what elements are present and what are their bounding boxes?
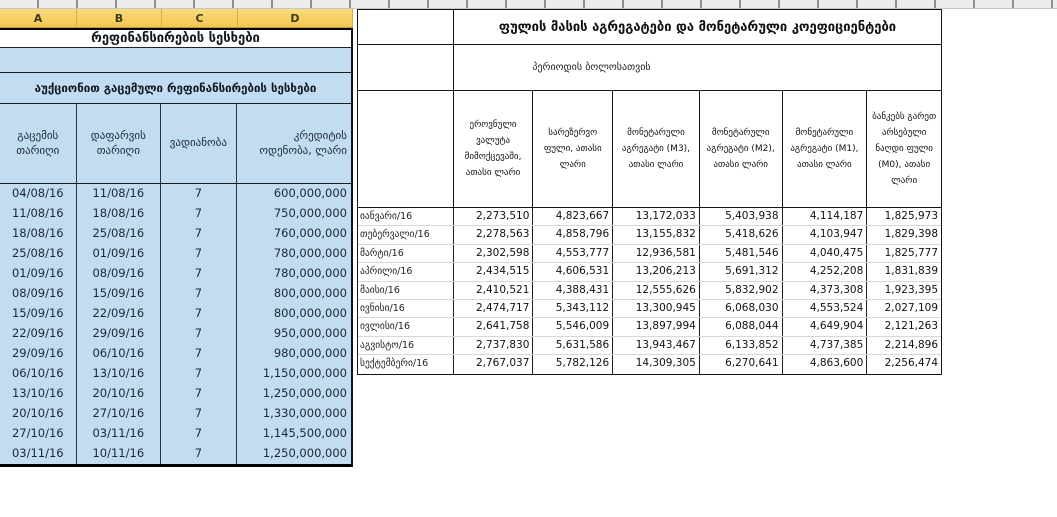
value-cell[interactable]: 13,172,033	[613, 208, 700, 225]
left-table-empty-row[interactable]	[0, 48, 351, 72]
term-cell[interactable]: 7	[161, 304, 237, 324]
value-cell[interactable]: 5,418,626	[700, 226, 783, 243]
left-table-bottom-border	[0, 464, 351, 467]
maturity-date-cell[interactable]: 13/10/16	[77, 364, 162, 384]
term-cell[interactable]: 7	[161, 404, 237, 424]
maturity-date-cell[interactable]: 18/08/16	[77, 204, 162, 224]
right-table-corner-cell-2[interactable]	[358, 45, 454, 90]
value-cell[interactable]: 2,214,896	[884, 338, 939, 351]
issue-date-cell[interactable]: 20/10/16	[0, 404, 77, 424]
left-header-issue-date[interactable]: გაცემის თარიღი	[0, 104, 77, 183]
value-cell[interactable]: 4,114,187	[783, 208, 868, 225]
term-cell[interactable]: 7	[161, 224, 237, 244]
column-header-B[interactable]: B	[77, 9, 162, 28]
term-cell[interactable]: 7	[161, 444, 237, 464]
right-table-row	[358, 337, 941, 355]
right-header-reserve-money[interactable]: სარეზერვო ფული, ათასი ლარი	[533, 91, 613, 207]
term-cell[interactable]: 7	[161, 364, 237, 384]
left-table-row	[0, 184, 351, 204]
issue-date-cell[interactable]: 25/08/16	[0, 244, 77, 264]
value-cell[interactable]: 2,302,598	[454, 245, 534, 262]
term-cell[interactable]: 7	[161, 244, 237, 264]
value-cell[interactable]: 1,825,973	[884, 210, 939, 222]
right-table	[357, 9, 942, 375]
amount-cell[interactable]: 800,000,000	[273, 286, 347, 300]
value-cell[interactable]: 4,553,777	[533, 245, 613, 262]
value-cell[interactable]: 4,373,308	[783, 282, 868, 299]
amount-cell[interactable]: 950,000,000	[273, 326, 347, 340]
maturity-date-cell[interactable]: 15/09/16	[77, 284, 162, 304]
left-table-row	[0, 384, 351, 404]
value-cell[interactable]: 6,088,044	[700, 318, 783, 335]
month-label-cell[interactable]: თებერვალი/16	[358, 226, 454, 243]
column-header-C[interactable]: C	[162, 9, 238, 28]
issue-date-cell[interactable]: 06/10/16	[0, 364, 77, 384]
value-cell[interactable]: 4,103,947	[783, 226, 868, 243]
value-cell[interactable]: 4,737,385	[783, 337, 868, 354]
left-table-header-row	[0, 104, 351, 184]
month-label-cell[interactable]: აგვისტო/16	[358, 337, 454, 354]
value-cell[interactable]: 2,027,109	[884, 301, 939, 314]
right-table-row	[358, 263, 941, 281]
term-cell[interactable]: 7	[161, 284, 237, 304]
value-cell[interactable]: 5,832,902	[700, 282, 783, 299]
right-header-currency-in-circulation[interactable]: ეროვნული ვალუტა მიმოქცევაში, ათასი ლარი	[454, 91, 534, 207]
left-table-row	[0, 364, 351, 384]
left-header-term[interactable]: ვადიანობა	[161, 104, 237, 183]
value-cell[interactable]: 12,555,626	[613, 282, 700, 299]
term-cell[interactable]: 7	[161, 184, 237, 204]
column-header-D[interactable]: D	[238, 9, 353, 28]
value-cell[interactable]: 2,256,474	[884, 357, 939, 370]
value-cell[interactable]: 1,923,395	[884, 283, 939, 296]
column-header-A[interactable]: A	[0, 9, 77, 28]
maturity-date-cell[interactable]: 10/11/16	[77, 444, 162, 464]
value-cell[interactable]: 4,040,475	[783, 245, 868, 262]
left-table-row	[0, 424, 351, 444]
maturity-date-cell[interactable]: 29/09/16	[77, 324, 162, 344]
month-label-cell[interactable]: მაისი/16	[358, 282, 454, 299]
right-header-m1[interactable]: მონეტარული აგრეგატი (M1), ათასი ლარი	[783, 91, 868, 207]
value-cell[interactable]: 2,737,830	[454, 337, 534, 354]
left-table-row	[0, 444, 351, 464]
amount-cell[interactable]: 780,000,000	[273, 246, 347, 260]
right-header-m2[interactable]: მონეტარული აგრეგატი (M2), ათასი ლარი	[700, 91, 783, 207]
value-cell[interactable]: 2,474,717	[454, 300, 534, 317]
month-label-cell[interactable]: ივნისი/16	[358, 300, 454, 317]
term-cell[interactable]: 7	[161, 344, 237, 364]
amount-cell[interactable]: 1,250,000,000	[262, 446, 347, 460]
value-cell[interactable]: 2,121,263	[884, 320, 939, 333]
left-header-credit-amount[interactable]: კრედიტის ოდენობა, ლარი	[259, 128, 347, 157]
amount-cell[interactable]: 1,250,000,000	[262, 386, 347, 400]
excel-column-header-row	[0, 9, 353, 28]
value-cell[interactable]: 12,936,581	[613, 245, 700, 262]
right-header-empty[interactable]	[358, 91, 454, 207]
term-cell[interactable]: 7	[161, 264, 237, 284]
value-cell[interactable]: 4,553,524	[783, 300, 868, 317]
amount-cell[interactable]: 800,000,000	[273, 306, 347, 320]
right-table-subtitle-row	[358, 45, 941, 91]
value-cell[interactable]: 4,252,208	[783, 263, 868, 280]
issue-date-cell[interactable]: 15/09/16	[0, 304, 77, 324]
value-cell[interactable]: 13,155,832	[613, 226, 700, 243]
issue-date-cell[interactable]: 22/09/16	[0, 324, 77, 344]
right-table-row	[358, 208, 941, 226]
right-table-row	[358, 300, 941, 318]
value-cell[interactable]: 2,641,758	[454, 318, 534, 335]
left-table-title-cell[interactable]: რეფინანსირების სესხები	[0, 28, 351, 48]
maturity-date-cell[interactable]: 01/09/16	[77, 244, 162, 264]
value-cell[interactable]: 5,631,586	[533, 337, 613, 354]
value-cell[interactable]: 6,133,852	[700, 337, 783, 354]
issue-date-cell[interactable]: 29/09/16	[0, 344, 77, 364]
issue-date-cell[interactable]: 27/10/16	[0, 424, 77, 444]
month-label-cell[interactable]: მარტი/16	[358, 245, 454, 262]
left-table-row	[0, 284, 351, 304]
value-cell[interactable]: 4,858,796	[533, 226, 613, 243]
value-cell[interactable]: 4,649,904	[783, 318, 868, 335]
maturity-date-cell[interactable]: 22/09/16	[77, 304, 162, 324]
right-table-title-cell[interactable]: ფულის მასის აგრეგატები და მონეტარული კოეფიციენტები	[498, 19, 897, 35]
maturity-date-cell[interactable]: 20/10/16	[77, 384, 162, 404]
month-label-cell[interactable]: ივლისი/16	[358, 318, 454, 335]
right-header-m0[interactable]: ბანკებს გარეთ არსებული ნაღდი ფული (M0), ათასი ლარი	[872, 111, 937, 187]
issue-date-cell[interactable]: 01/09/16	[0, 264, 77, 284]
value-cell[interactable]: 4,823,667	[533, 208, 613, 225]
value-cell[interactable]: 2,767,037	[454, 355, 534, 373]
value-cell[interactable]: 6,270,641	[700, 355, 783, 373]
value-cell[interactable]: 14,309,305	[613, 355, 700, 373]
right-table-row	[358, 318, 941, 336]
value-cell[interactable]: 2,278,563	[454, 226, 534, 243]
value-cell[interactable]: 4,388,431	[533, 282, 613, 299]
left-table-row	[0, 264, 351, 284]
amount-cell[interactable]: 780,000,000	[273, 266, 347, 280]
left-table-row	[0, 404, 351, 424]
right-table-row	[358, 355, 941, 373]
left-table-row	[0, 204, 351, 224]
issue-date-cell[interactable]: 13/10/16	[0, 384, 77, 404]
value-cell[interactable]: 5,546,009	[533, 318, 613, 335]
left-header-maturity-date[interactable]: დაფარვის თარიღი	[77, 104, 162, 183]
value-cell[interactable]: 5,782,126	[533, 355, 613, 373]
value-cell[interactable]: 2,273,510	[454, 208, 534, 225]
left-table-row	[0, 224, 351, 244]
value-cell[interactable]: 2,434,515	[454, 263, 534, 280]
right-table-row	[358, 282, 941, 300]
term-cell[interactable]: 7	[161, 384, 237, 404]
maturity-date-cell[interactable]: 03/11/16	[77, 424, 162, 444]
amount-cell[interactable]: 1,150,000,000	[262, 366, 347, 380]
value-cell[interactable]: 1,829,398	[884, 228, 939, 241]
left-table-row	[0, 244, 351, 264]
amount-cell[interactable]: 980,000,000	[273, 346, 347, 360]
issue-date-cell[interactable]: 08/09/16	[0, 284, 77, 304]
value-cell[interactable]: 1,825,777	[884, 246, 939, 259]
value-cell[interactable]: 4,863,600	[783, 355, 868, 373]
left-table-row	[0, 304, 351, 324]
amount-cell[interactable]: 760,000,000	[273, 226, 347, 240]
month-label-cell[interactable]: აპრილი/16	[358, 263, 454, 280]
month-label-cell[interactable]: სექტემბერი/16	[358, 355, 454, 373]
value-cell[interactable]: 13,897,994	[613, 318, 700, 335]
right-table-subtitle-cell[interactable]: პერიოდის ბოლოსათვის	[532, 62, 651, 73]
value-cell[interactable]: 1,831,839	[884, 265, 939, 278]
value-cell[interactable]: 13,300,945	[613, 300, 700, 317]
maturity-date-cell[interactable]: 08/09/16	[77, 264, 162, 284]
right-table-corner-cell[interactable]	[358, 10, 454, 44]
left-table-subtitle-cell[interactable]: აუქციონით გაცემული რეფინანსირების სესხები	[0, 72, 351, 104]
right-table-body	[358, 208, 941, 374]
left-table-row	[0, 344, 351, 364]
maturity-date-cell[interactable]: 06/10/16	[77, 344, 162, 364]
month-label-cell[interactable]: იანვარი/16	[358, 208, 454, 225]
value-cell[interactable]: 5,481,546	[700, 245, 783, 262]
issue-date-cell[interactable]: 04/08/16	[0, 184, 77, 204]
right-header-m3[interactable]: მონეტარული აგრეგატი (M3), ათასი ლარი	[613, 91, 700, 207]
value-cell[interactable]: 5,343,112	[533, 300, 613, 317]
right-table-header-row	[358, 91, 941, 208]
left-table-body	[0, 184, 351, 464]
issue-date-cell[interactable]: 03/11/16	[0, 444, 77, 464]
left-table-row	[0, 324, 351, 344]
value-cell[interactable]: 5,691,312	[700, 263, 783, 280]
value-cell[interactable]: 5,403,938	[700, 208, 783, 225]
value-cell[interactable]: 2,410,521	[454, 282, 534, 299]
issue-date-cell[interactable]: 18/08/16	[0, 224, 77, 244]
amount-cell[interactable]: 1,145,500,000	[262, 426, 347, 440]
value-cell[interactable]: 13,943,467	[613, 337, 700, 354]
value-cell[interactable]: 4,606,531	[533, 263, 613, 280]
value-cell[interactable]: 13,206,213	[613, 263, 700, 280]
term-cell[interactable]: 7	[161, 204, 237, 224]
maturity-date-cell[interactable]: 27/10/16	[77, 404, 162, 424]
term-cell[interactable]: 7	[161, 424, 237, 444]
issue-date-cell[interactable]: 11/08/16	[0, 204, 77, 224]
right-table-row	[358, 245, 941, 263]
maturity-date-cell[interactable]: 11/08/16	[77, 184, 162, 204]
top-cropped-row-strip	[0, 0, 1057, 9]
amount-cell[interactable]: 750,000,000	[273, 206, 347, 220]
amount-cell[interactable]: 600,000,000	[273, 186, 347, 200]
right-table-title-row	[358, 10, 941, 45]
right-table-row	[358, 226, 941, 244]
maturity-date-cell[interactable]: 25/08/16	[77, 224, 162, 244]
value-cell[interactable]: 6,068,030	[700, 300, 783, 317]
term-cell[interactable]: 7	[161, 324, 237, 344]
left-table	[0, 28, 353, 467]
amount-cell[interactable]: 1,330,000,000	[262, 406, 347, 420]
